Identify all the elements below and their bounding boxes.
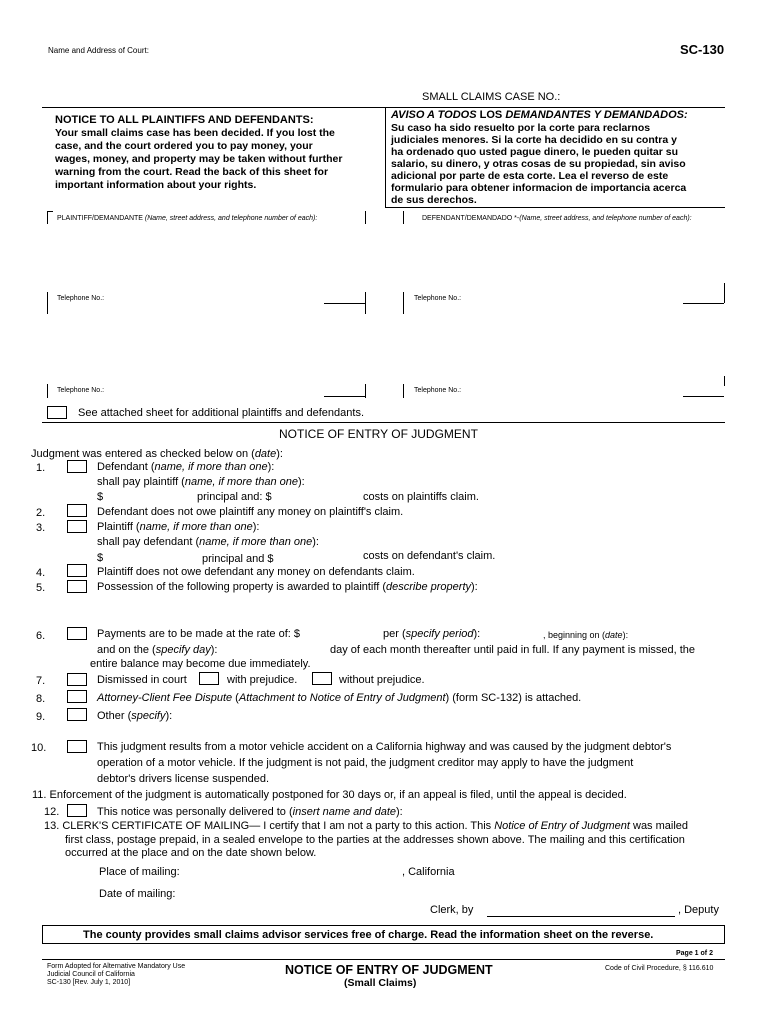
case-number-label: SMALL CLAIMS CASE NO.: <box>422 91 561 103</box>
item-6-period-label: per (specify period): <box>383 628 481 640</box>
without-prejudice-checkbox[interactable] <box>312 672 332 685</box>
item-number: 1. <box>36 462 46 474</box>
notice-spanish-line: formulario para obtener informacion de importancia acerca <box>391 182 687 194</box>
item-6-day-text: day of each month thereafter until paid in full. If any payment is missed, the <box>330 644 696 656</box>
item-3-principal: principal and $ <box>202 553 274 565</box>
notice-top-rule <box>42 107 725 108</box>
notice-english-line: warning from the court. Read the back of this sheet for <box>55 166 329 178</box>
item-10-checkbox[interactable] <box>67 740 87 753</box>
plaintiff-field-label[interactable]: PLAINTIFF/DEMANDANTE (Name, street address, and telephone number of each): <box>57 215 318 222</box>
item-13-line: 13. CLERK'S CERTIFICATE OF MAILING— I certify that I am not a party to this action. This Notice of Entry of Judgment was mailed <box>44 820 689 832</box>
item-number: 7. <box>36 675 46 687</box>
notice-divider <box>385 107 386 207</box>
item-12-label: This notice was personally delivered to (insert name and date): <box>97 806 403 818</box>
plaintiff-telephone-label: Telephone No.: <box>57 387 105 394</box>
page-number: Page 1 of 2 <box>676 950 713 957</box>
item-9-label: Other (specify): <box>97 710 173 722</box>
california-label: , California <box>402 866 455 878</box>
notice-spanish-title: AVISO A TODOS LOS DEMANDANTES Y DEMANDADOS: <box>391 109 688 121</box>
notice-spanish-line: de sus derechos. <box>391 194 477 206</box>
item-number: 3. <box>36 522 46 534</box>
defendant-telephone-field[interactable] <box>683 396 724 397</box>
item-3-label: Plaintiff (name, if more than one): <box>97 521 260 533</box>
item-number: 4. <box>36 567 46 579</box>
notice-english-line: wages, money, and property may be taken without further <box>55 153 343 165</box>
item-8-label: Attorney-Client Fee Dispute (Attachment to Notice of Entry of Judgment) (form SC-132) is attached. <box>97 692 582 704</box>
judgment-intro: Judgment was entered as checked below on (date): <box>31 448 283 460</box>
item-4-label: Plaintiff does not owe defendant any money on defendants claim. <box>97 566 415 578</box>
advisor-notice-text: The county provides small claims advisor services free of charge. Read the information sheet on the reverse. <box>83 929 654 941</box>
item-2-checkbox[interactable] <box>67 504 87 517</box>
item-10-line: operation of a motor vehicle. If the judgment is not paid, the judgment creditor may apply to have the judgment <box>97 757 634 769</box>
item-10-line: This judgment results from a motor vehicle accident on a California highway and was caused by the judgment debtor's <box>97 741 672 753</box>
item-3-costs: costs on defendant's claim. <box>363 550 496 562</box>
court-name-label: Name and Address of Court: <box>48 46 149 55</box>
item-number: 9. <box>36 711 46 723</box>
item-number: 2. <box>36 507 46 519</box>
item-8-checkbox[interactable] <box>67 690 87 703</box>
item-number: 10. <box>31 742 47 754</box>
attached-sheet-label: See attached sheet for additional plaintiffs and defendants. <box>78 407 365 419</box>
item-1-label: Defendant (name, if more than one): <box>97 461 275 473</box>
notice-spanish-line: salario, su dinero, y otras cosas de su propiedad, sin aviso <box>391 158 686 170</box>
notice-english-line: case, and the court ordered you to pay money, your <box>55 140 313 152</box>
item-3-checkbox[interactable] <box>67 520 87 533</box>
item-number: 12. <box>44 806 60 818</box>
notice-spanish-line: ha ordenado quo usted pague dinero, le pueden quitar su <box>391 146 679 158</box>
item-13-line: first class, postage prepaid, in a sealed envelope to the parties at the addresses shown above. The mailing and this certification <box>65 834 685 846</box>
footer-title: NOTICE OF ENTRY OF JUDGMENT <box>285 963 493 977</box>
place-of-mailing-label: Place of mailing: <box>99 866 180 878</box>
plaintiff-telephone-field[interactable] <box>324 303 365 304</box>
item-3-dollar: $ <box>97 552 104 564</box>
plaintiff-telephone-label: Telephone No.: <box>57 295 105 302</box>
item-6-checkbox[interactable] <box>67 627 87 640</box>
clerk-signature-field[interactable] <box>487 916 675 917</box>
item-12-checkbox[interactable] <box>67 804 87 817</box>
item-number: 8. <box>36 693 46 705</box>
item-13-line: occurred at the place and on the date shown below. <box>65 847 317 859</box>
item-6-rate-label: Payments are to be made at the rate of: $ <box>97 628 301 640</box>
code-reference: Code of Civil Procedure, § 116.610 <box>605 965 714 972</box>
notice-spanish-line: Su caso ha sido resuelto por la corte para reclarnos <box>391 122 651 134</box>
item-number: 6. <box>36 630 46 642</box>
defendant-telephone-field[interactable] <box>683 303 724 304</box>
item-number: 5. <box>36 582 46 594</box>
form-number: SC-130 <box>680 42 725 57</box>
item-5-checkbox[interactable] <box>67 580 87 593</box>
without-prejudice-label: without prejudice. <box>339 674 425 686</box>
item-9-checkbox[interactable] <box>67 708 87 721</box>
item-1-checkbox[interactable] <box>67 460 87 473</box>
attached-sheet-checkbox[interactable] <box>47 406 67 419</box>
defendant-field-label[interactable]: DEFENDANT/DEMANDADO *-(Name, street address, and telephone number of each): <box>422 215 692 222</box>
item-7-label: Dismissed in court <box>97 674 187 686</box>
notice-spanish-line: judiciales menores. Si la corte ha decidido en su contra y <box>391 134 677 146</box>
clerk-by-label: Clerk, by <box>430 904 474 916</box>
item-6-beginning-label: , beginning on (date): <box>543 630 629 640</box>
with-prejudice-checkbox[interactable] <box>199 672 219 685</box>
item-11-text: 11. Enforcement of the judgment is automatically postponed for 30 days or, if an appeal is filed, until the appeal is decided. <box>32 789 627 801</box>
item-1-principal: principal and: $ <box>197 491 272 503</box>
notice-english-line: Your small claims case has been decided. If you lost the <box>55 127 335 139</box>
defendant-telephone-label: Telephone No.: <box>414 387 462 394</box>
item-5-label: Possession of the following property is awarded to plaintiff (describe property): <box>97 581 478 593</box>
item-6-day-label: and on the (specify day): <box>97 644 218 656</box>
plaintiff-telephone-field[interactable] <box>324 396 365 397</box>
footer-subtitle: (Small Claims) <box>344 977 417 989</box>
item-1-costs: costs on plaintiffs claim. <box>363 491 479 503</box>
advisor-notice-box <box>42 925 725 944</box>
item-3-pay-label: shall pay defendant (name, if more than one): <box>97 536 319 548</box>
item-6-balance-text: entire balance may become due immediately. <box>90 658 311 670</box>
item-10-line: debtor's drivers license suspended. <box>97 773 270 785</box>
item-7-checkbox[interactable] <box>67 673 87 686</box>
section-title: NOTICE OF ENTRY OF JUDGMENT <box>279 427 478 441</box>
defendant-telephone-label: Telephone No.: <box>414 295 462 302</box>
notice-english-title: NOTICE TO ALL PLAINTIFFS AND DEFENDANTS: <box>55 114 314 126</box>
deputy-label: , Deputy <box>678 904 719 916</box>
item-2-label: Defendant does not owe plaintiff any money on plaintiff's claim. <box>97 506 404 518</box>
with-prejudice-label: with prejudice. <box>227 674 298 686</box>
notice-spanish-line: adicional por parte de esta corte. Lea el reverso de este <box>391 170 669 182</box>
item-1-dollar: $ <box>97 491 104 503</box>
date-of-mailing-label: Date of mailing: <box>99 888 176 900</box>
notice-bottom-rule <box>385 207 725 208</box>
item-4-checkbox[interactable] <box>67 564 87 577</box>
item-1-pay-label: shall pay plaintiff (name, if more than one): <box>97 476 305 488</box>
notice-english-line: important information about your rights. <box>55 179 257 191</box>
form-adopted-note: Form Adopted for Alternative Mandatory Use Judicial Council of California SC-130 [Rev. July 1, 2010] <box>47 963 186 986</box>
